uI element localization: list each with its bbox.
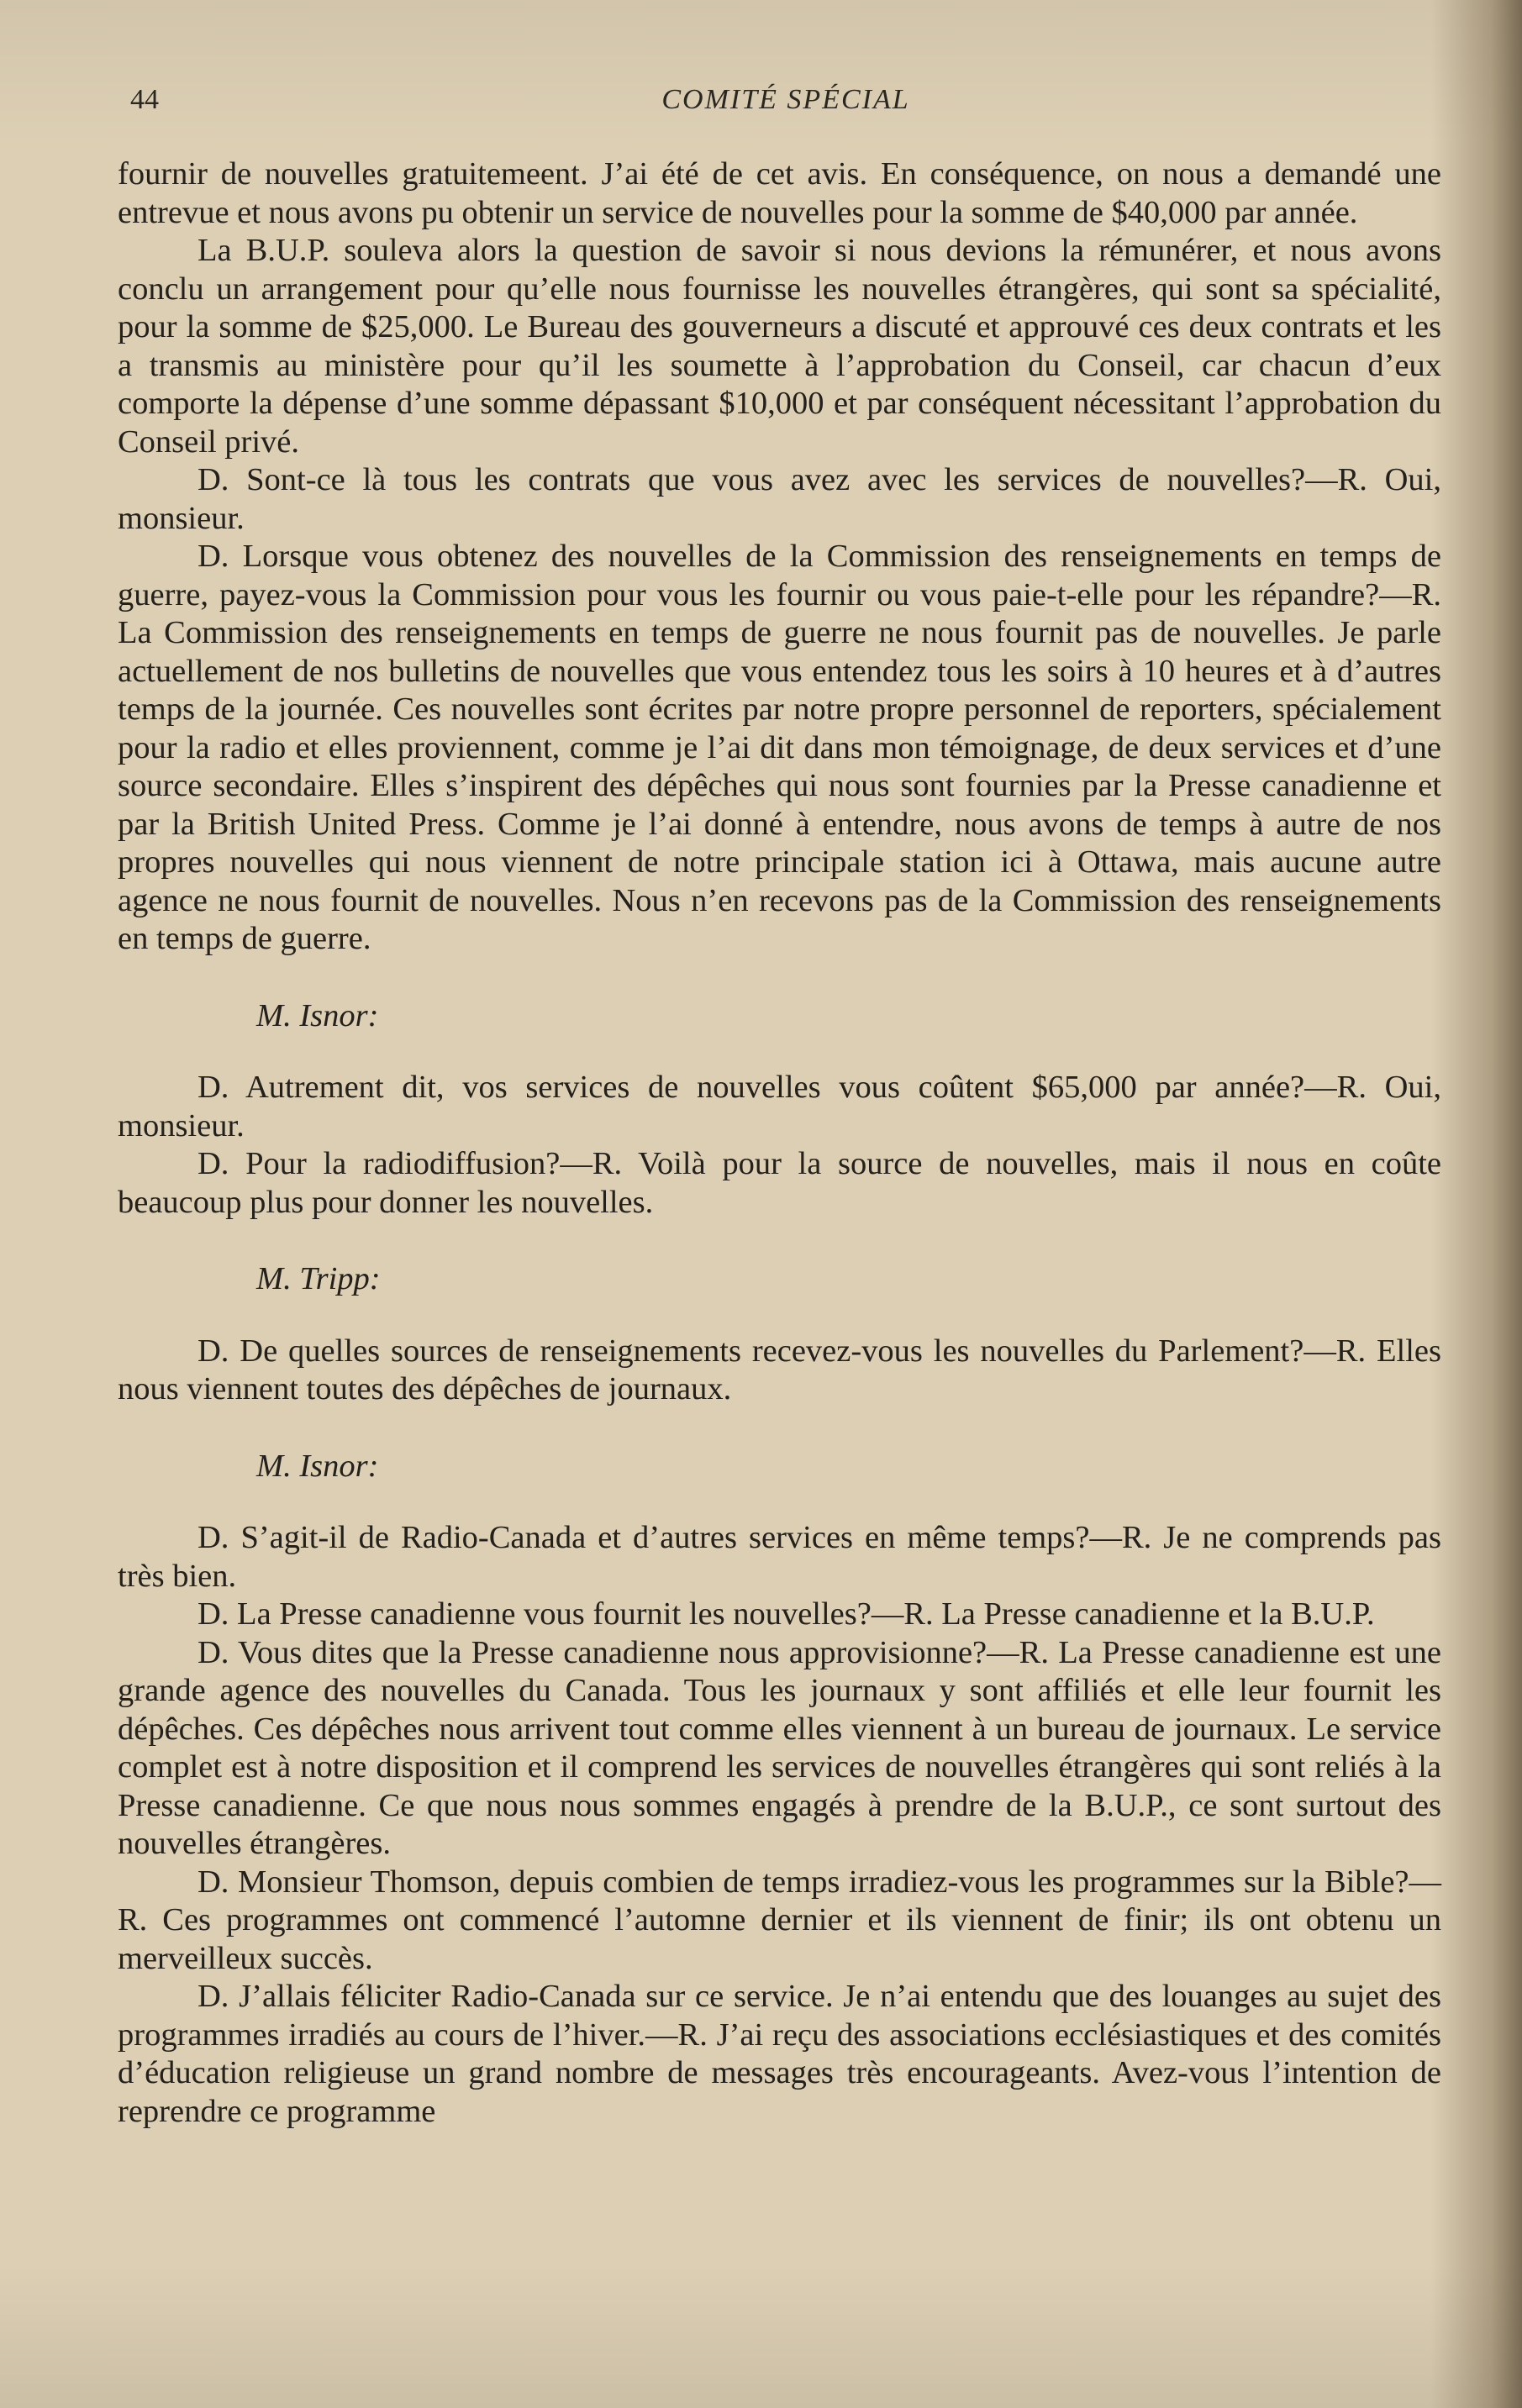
paragraph-2: La B.U.P. souleva alors la question de savoir si nous devions la rémunérer, et nous avons conclu un arrangement pour qu’elle nous fournisse les nouvelles étrangères, qui sont sa spécialité, pour la somme de $25,000. Le Bureau des gouverneurs a discuté et approuvé ces deux contrats et les a transmis au ministère pour qu’il les soumette à l’approbation du Conseil, car chacun d’eux comporte la dépense d’une somme dépassant $10,000 et par conséquent nécessitant l’approbation du Conseil privé. <box>118 233 1441 460</box>
speaker-label: M. Isnor: <box>256 997 379 1033</box>
paragraph-9: D. La Presse canadienne vous fournit les nouvelles?—R. La Presse canadienne et la B.U.P. <box>197 1596 1375 1632</box>
paragraph-10: D. Vous dites que la Presse canadienne nous approvisionne?—R. La Presse canadienne est une grande agence des nouvelles du Canada. Tous les journaux y sont affiliés et elle leur fournit les dépêches. Ces dépêches nous arrivent tout comme elles viennent à un bureau de journaux. Le service complet est à notre disposition et il comprend les services de nouvelles étrangères qui sont reliés à la Presse canadienne. Ce que nous nous sommes engagés à prendre de la B.U.P., ce sont surtout des nouvelles étrangères. <box>118 1634 1441 1861</box>
running-title: COMITÉ SPÉCIAL <box>661 84 910 115</box>
speaker-label: M. Tripp: <box>256 1261 381 1296</box>
paragraph-4: D. Lorsque vous obtenez des nouvelles de la Commission des renseignements en temps de guerre, payez-vous la Commission pour vous les fournir ou vous paie-t-elle pour les répandre?—R. La Commission des renseignements en temps de guerre ne nous fournit pas de nouvelles. Je parle actuellement de nos bulletins de nouvelles que vous entendez tous les soirs à 10 heures et à d’autres temps de la journée. Ces nouvelles sont écrites par notre propre personnel de reporters, spécialement pour la radio et elles proviennent, comme je l’ai dit dans mon témoignage, de deux services et d’une source secondaire. Elles s’inspirent des dépêches qui nous sont fournies par la Presse canadienne et par la British United Press. Comme je l’ai donné à entendre, nous avons de temps à autre de nos propres nouvelles qui nous viennent de notre principale station ici à Ottawa, mais aucune autre agence ne nous fournit de nouvelles. Nous n’en recevons pas de la Commission des renseignements en temps de guerre. <box>118 539 1441 956</box>
paragraph-12: D. J’allais féliciter Radio-Canada sur ce service. Je n’ai entendu que des louanges au sujet des programmes irradiés au cours de l’hiver.—R. J’ai reçu des associations ecclésiastiques et des comités d’éducation religieuse un grand nombre de messages très encourageants. Avez-vous l’intention de reprendre ce programme <box>118 1979 1441 2129</box>
paragraph-11: D. Monsieur Thomson, depuis combien de temps irradiez-vous les programmes sur la Bible?—R. Ces programmes ont commencé l’automne dernier et ils viennent de finir; ils ont obtenu un merveilleux succès. <box>118 1864 1441 1976</box>
paragraph-3: D. Sont-ce là tous les contrats que vous avez avec les services de nouvelles?—R. Oui, monsieur. <box>118 462 1441 536</box>
body-text <box>118 155 1441 2131</box>
paragraph-7: D. De quelles sources de renseignements recevez-vous les nouvelles du Parlement?—R. Elles nous viennent toutes des dépêches de journaux. <box>118 1333 1441 1406</box>
paragraph-5: D. Autrement dit, vos services de nouvelles vous coûtent $65,000 par année?—R. Oui, monsieur. <box>118 1070 1441 1144</box>
speaker-label: M. Isnor: <box>256 1448 379 1484</box>
paragraph-6: D. Pour la radiodiffusion?—R. Voilà pour la source de nouvelles, mais il nous en coûte beaucoup plus pour donner les nouvelles. <box>118 1146 1441 1220</box>
page-header <box>130 84 1441 134</box>
page-number: 44 <box>130 84 159 115</box>
paragraph-8: D. S’agit-il de Radio-Canada et d’autres services en même temps?—R. Je ne comprends pas très bien. <box>118 1520 1441 1594</box>
paragraph-1: fournir de nouvelles gratuitemeent. J’ai été de cet avis. En conséquence, on nous a demandé une entrevue et nous avons pu obtenir un service de nouvelles pour la somme de $40,000 par année. <box>118 156 1441 230</box>
